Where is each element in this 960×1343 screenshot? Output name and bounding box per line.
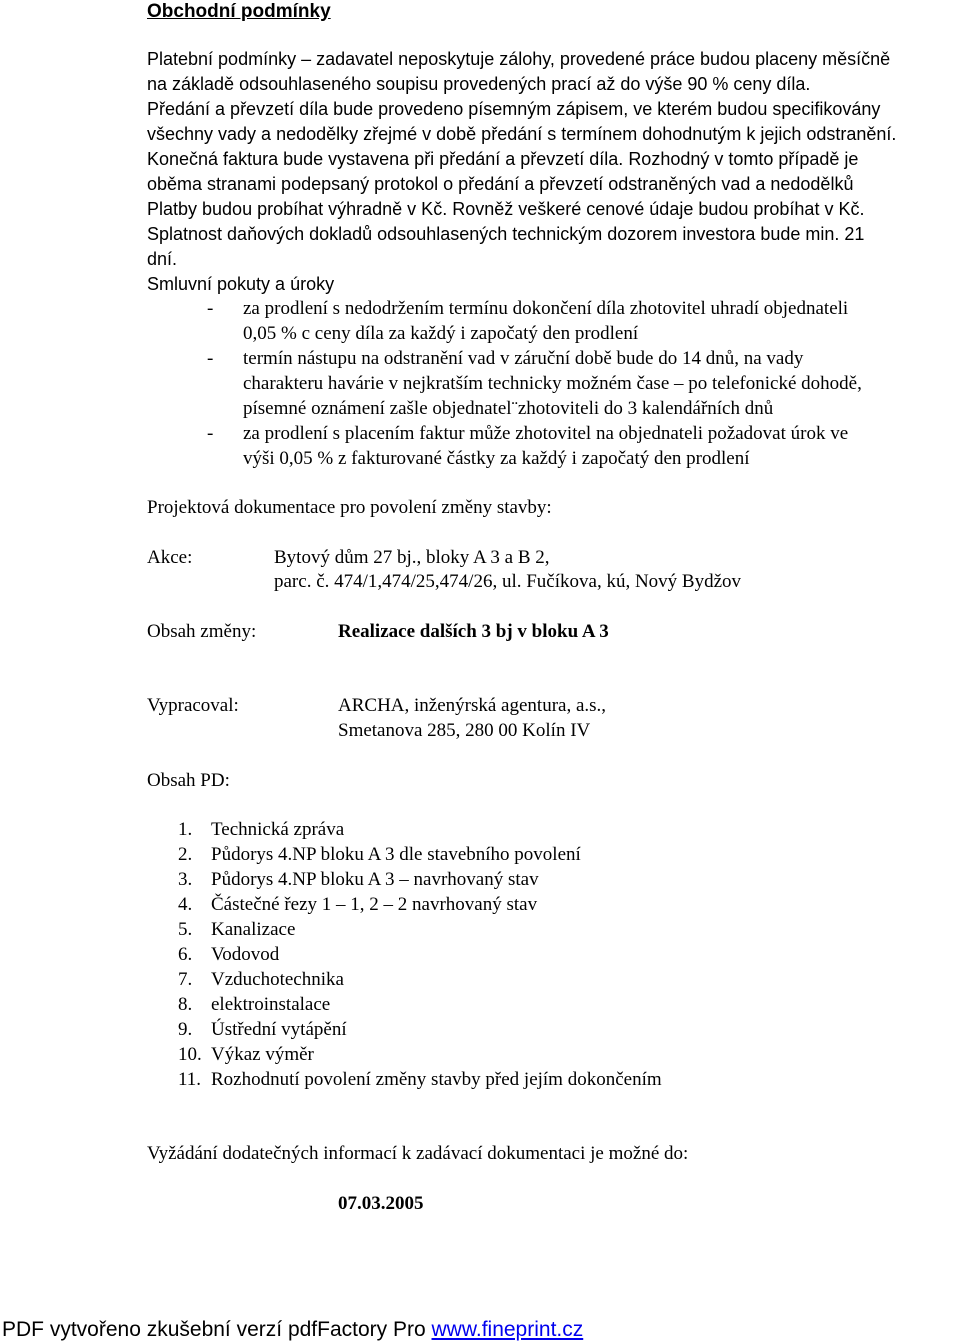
penalty-bullet-2: - — [207, 348, 214, 369]
pd-item-8-num: 8. — [178, 994, 193, 1015]
obsah-zmeny-value: Realizace dalších 3 bj v bloku A 3 — [338, 621, 609, 642]
decisive-text: Rozhodný v tomto případě je — [628, 149, 859, 169]
pd-item-3-num: 3. — [178, 869, 193, 890]
platby-line-1: Platby budou probíhat výhradně v Kč. Rovněž veškeré cenové údaje budou probíhat v Kč. — [147, 199, 865, 219]
request-text: Vyžádání dodatečných informací k zadávací dokumentaci je možné do: — [147, 1143, 689, 1164]
vypracoval-line-1: ARCHA, inženýrská agentura, a.s., — [338, 695, 607, 716]
akce-line-1: Bytový dům 27 bj., bloky A 3 a B 2, — [274, 547, 550, 568]
penalty-2-line-1: termín nástupu na odstranění vad v záruční době bude do 14 dnů, na vady — [243, 348, 804, 369]
handover-line-3 — [147, 150, 858, 168]
payment-line-2: na základě odsouhlaseného soupisu provedených prací až do výše 90 % ceny díla. — [147, 74, 811, 94]
pd-item-7-num: 7. — [178, 969, 193, 990]
penalty-1-line-1: za prodlení s nedodržením termínu dokončení díla zhotovitel uhradí objednateli — [243, 298, 849, 319]
pd-item-7-text: Vzduchotechnika — [211, 969, 344, 990]
vypracoval-label: Vypracoval: — [147, 695, 239, 716]
footer-text: PDF vytvořeno zkušební verzí pdfFactory Pro — [2, 1318, 426, 1341]
pd-item-5-text: Kanalizace — [211, 919, 296, 940]
pd-item-2-num: 2. — [178, 844, 193, 865]
platby-line-3: dní. — [147, 249, 178, 269]
pd-item-5-num: 5. — [178, 919, 193, 940]
akce-line-2: parc. č. 474/1,474/25,474/26, ul. Fučíkova, kú, Nový Bydžov — [274, 571, 742, 592]
akce-label: Akce: — [147, 547, 193, 568]
handover-line-1: Předání a převzetí díla bude provedeno písemným zápisem, ve kterém budou specifikovány — [147, 99, 881, 119]
penalty-bullet-3: - — [207, 423, 214, 444]
final-invoice-text: Konečná faktura bude vystavena při předání a převzetí díla. — [147, 149, 624, 169]
penalty-2-line-3: písemné oznámení zašle objednatel¨zhotoviteli do 3 kalendářních dnů — [243, 398, 774, 419]
penalty-3-line-2: výši 0,05 % z fakturované částky za každý i započatý den prodlení — [243, 448, 750, 469]
pd-item-11-text: Rozhodnutí povolení změny stavby před jejím dokončením — [211, 1069, 662, 1090]
vypracoval-line-2: Smetanova 285, 280 00 Kolín IV — [338, 720, 591, 741]
pd-item-11-num: 11. — [178, 1069, 202, 1090]
page-title: Obchodní podmínky — [147, 1, 331, 22]
pd-item-6-text: Vodovod — [211, 944, 280, 965]
pd-item-1-num: 1. — [178, 819, 193, 840]
obsah-pd-label: Obsah PD: — [147, 770, 230, 791]
project-heading: Projektová dokumentace pro povolení změny stavby: — [147, 497, 552, 518]
pd-item-6-num: 6. — [178, 944, 193, 965]
pd-item-1-text: Technická zpráva — [211, 819, 345, 840]
handover-line-2: všechny vady a nedodělky zřejmé v době předání s termínem dohodnutým k jejich odstranění. — [147, 124, 897, 144]
pd-item-8-text: elektroinstalace — [211, 994, 331, 1015]
penalty-1-line-2: 0,05 % c ceny díla za každý i započatý den prodlení — [243, 323, 639, 344]
pd-item-10-text: Výkaz výměr — [211, 1044, 314, 1065]
handover-line-4: oběma stranami podepsaný protokol o předání a převzetí odstraněných vad a nedodělků — [147, 174, 854, 194]
penalty-bullet-1: - — [207, 298, 214, 319]
penalties-heading: Smluvní pokuty a úroky — [147, 274, 335, 294]
pd-item-3-text: Půdorys 4.NP bloku A 3 – navrhovaný stav — [211, 869, 539, 890]
pd-item-9-num: 9. — [178, 1019, 193, 1040]
pd-item-4-num: 4. — [178, 894, 193, 915]
pd-item-4-text: Částečné řezy 1 – 1, 2 – 2 navrhovaný stav — [211, 894, 538, 915]
pd-item-2-text: Půdorys 4.NP bloku A 3 dle stavebního povolení — [211, 844, 581, 865]
penalty-3-line-1: za prodlení s placením faktur může zhotovitel na objednateli požadovat úrok ve — [243, 423, 849, 444]
obsah-zmeny-label: Obsah změny: — [147, 621, 257, 642]
pdf-footer — [2, 1319, 583, 1340]
payment-line-1: Platební podmínky – zadavatel neposkytuje zálohy, provedené práce budou placeny měsíčně — [147, 49, 891, 69]
platby-line-2: Splatnost daňových dokladů odsouhlasených technickým dozorem investora bude min. 21 — [147, 224, 865, 244]
penalty-2-line-2: charakteru havárie v nejkratším technicky možném čase – po telefonické dohodě, — [243, 373, 862, 394]
request-date: 07.03.2005 — [338, 1193, 424, 1214]
pd-item-10-num: 10. — [178, 1044, 202, 1065]
pd-item-9-text: Ústřední vytápění — [211, 1019, 347, 1040]
footer-link[interactable]: www.fineprint.cz — [431, 1318, 584, 1341]
